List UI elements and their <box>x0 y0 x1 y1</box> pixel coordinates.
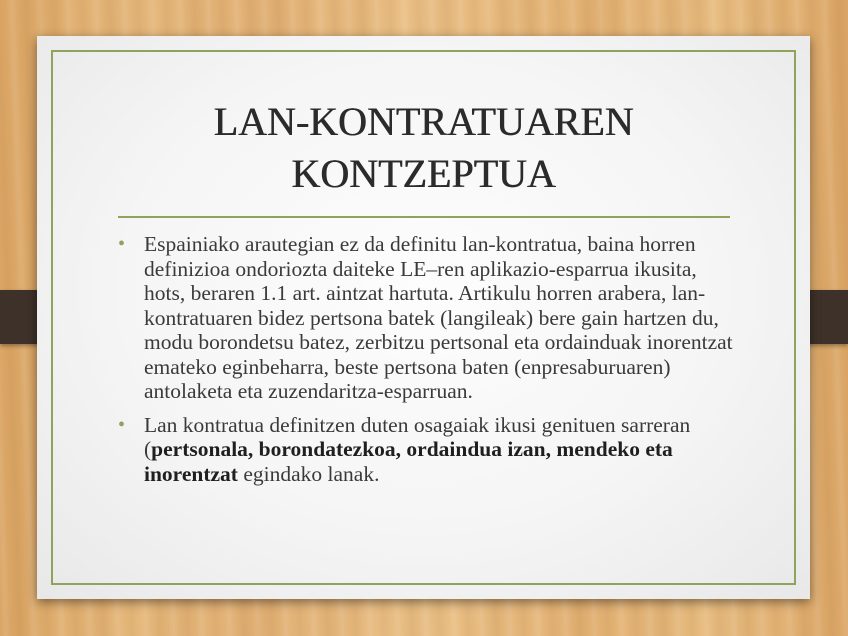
bullet-item-2 <box>115 413 735 487</box>
title-divider <box>118 216 730 218</box>
bullet-item-1-text: Espainiako arautegian ez da definitu lan-kontratua, baina horren definizioa ondoriozta daiteke LE–ren aplikazio-esparrua ikusita, hots, beraren 1.1 art. aintzat hartuta. Artikulu horren arabera, lan-kontratuaren bidez pertsona batek (langileak) bere gain hartzen du, modu borondetsu batez, zerbitzu pertsonal eta ordainduak inorentzat emateko eginbeharra, beste pertsona baten (enpresaburuaren) antolaketa eta zuzendaritza-esparruan. <box>144 232 733 403</box>
bullet-item-2-text-after: egindako lanak. <box>237 461 380 486</box>
bullet-item-2-text-before: Lan kontratua definitzen duten osagaiak ikusi genituen sarreran ( <box>144 412 691 461</box>
slide-title-line-1: LAN-KONTRATUAREN <box>213 99 634 144</box>
bullet-item-2-bold-text: pertsonala, borondatezkoa, ordaindua izan, mendeko eta inorentzat <box>144 437 673 486</box>
bullet-item-1 <box>115 232 735 404</box>
slide-title <box>77 96 770 200</box>
slide-title-line-2: KONTZEPTUA <box>291 151 556 196</box>
bullet-icon: • <box>118 233 126 255</box>
slide <box>37 36 810 599</box>
bullet-list <box>115 232 735 495</box>
bullet-icon: • <box>118 413 126 436</box>
